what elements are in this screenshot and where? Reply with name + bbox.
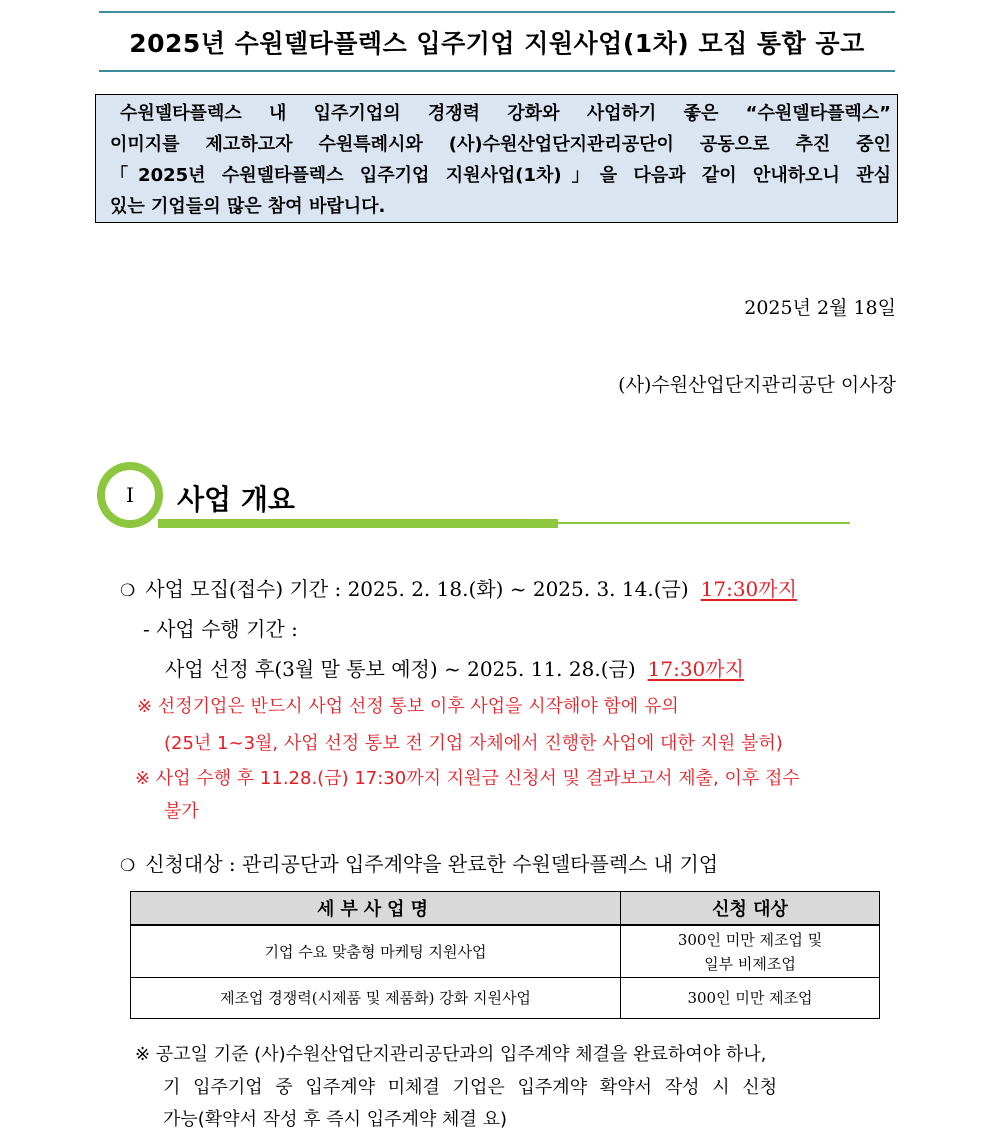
program-name: 제조업 경쟁력(시제품 및 제품화) 강화 지원사업 — [131, 978, 621, 1019]
bullet-icon: ❍ — [120, 581, 136, 601]
table-header: 신청 대상 — [621, 892, 880, 926]
section-underline-bar — [158, 519, 558, 528]
warning-note: ※ 사업 수행 후 11.28.(금) 17:30까지 지원금 신청서 및 결과보고서 제출, 이후 접수 — [135, 768, 800, 789]
table-row — [131, 925, 880, 978]
program-target — [621, 925, 880, 978]
program-target-line: 300인 미만 제조업 및 — [677, 930, 823, 949]
bullet-icon: ❍ — [120, 856, 136, 876]
notice-title: 2025년 수원델타플렉스 입주기업 지원사업(1차) 모집 통합 공고 — [99, 11, 895, 72]
section-underline-line — [558, 522, 850, 524]
intro-line: 있는 기업들의 많은 참여 바랍니다. — [110, 196, 386, 217]
recruit-deadline: 17:30까지 — [700, 577, 797, 601]
execution-deadline: 17:30까지 — [647, 657, 744, 681]
footnote-line: 기 입주기업 중 입주계약 미체결 기업은 입주계약 확약서 작성 시 신청 — [163, 1077, 778, 1098]
execution-period-line — [165, 653, 744, 682]
intro-line: 이미지를 제고하고자 수원특례시와 (사)수원산업단지관리공단이 공동으로 추진 중인 — [110, 134, 891, 155]
execution-period-value: 사업 선정 후(3월 말 통보 예정) ~ 2025. 11. 28.(금) — [165, 657, 636, 681]
program-table — [130, 891, 880, 1019]
eligibility-label: 신청대상 : 관리공단과 입주계약을 완료한 수원델타플렉스 내 기업 — [145, 852, 719, 876]
intro-line: 「2025년 수원델타플렉스 입주기업 지원사업(1차)」을 다음과 같이 안내하오니 관심 — [110, 165, 891, 186]
execution-period-label: - 사업 수행 기간 : — [143, 617, 298, 641]
section-number: Ⅰ — [105, 470, 155, 520]
notice-date: 2025년 2월 18일 — [744, 297, 896, 319]
recruit-period-label: 사업 모집(접수) 기간 : 2025. 2. 18.(화) ~ 2025. 3. 14.(금) — [145, 577, 689, 601]
section-title: 사업 개요 — [177, 483, 295, 516]
intro-line: 수원델타플렉스 내 입주기업의 경쟁력 강화와 사업하기 좋은 “수원델타플렉스” — [120, 103, 891, 124]
table-header: 세부사업명 — [131, 892, 621, 926]
signer: (사)수원산업단지관리공단 이사장 — [618, 374, 896, 396]
eligibility-line — [120, 848, 718, 877]
program-target-line: 일부 비제조업 — [704, 954, 796, 973]
program-target: 300인 미만 제조업 — [621, 978, 880, 1019]
program-name: 기업 수요 맞춤형 마케팅 지원사업 — [131, 925, 621, 978]
warning-note-detail: 불가 — [164, 801, 199, 822]
table-row — [131, 978, 880, 1019]
table-header-row — [131, 892, 880, 926]
intro-box — [95, 94, 898, 223]
warning-note: ※ 선정기업은 반드시 사업 선정 통보 이후 사업을 시작해야 함에 유의 — [137, 696, 679, 717]
warning-note-detail: (25년 1~3월, 사업 선정 통보 전 기업 자체에서 진행한 사업에 대한 지원 불허) — [164, 733, 783, 754]
footnote-line: ※ 공고일 기준 (사)수원산업단지관리공단과의 입주계약 체결을 완료하여야 하나, — [135, 1044, 767, 1065]
recruit-period-line — [120, 573, 797, 602]
footnote-line: 가능(확약서 작성 후 즉시 입주계약 체결 요) — [163, 1109, 507, 1130]
